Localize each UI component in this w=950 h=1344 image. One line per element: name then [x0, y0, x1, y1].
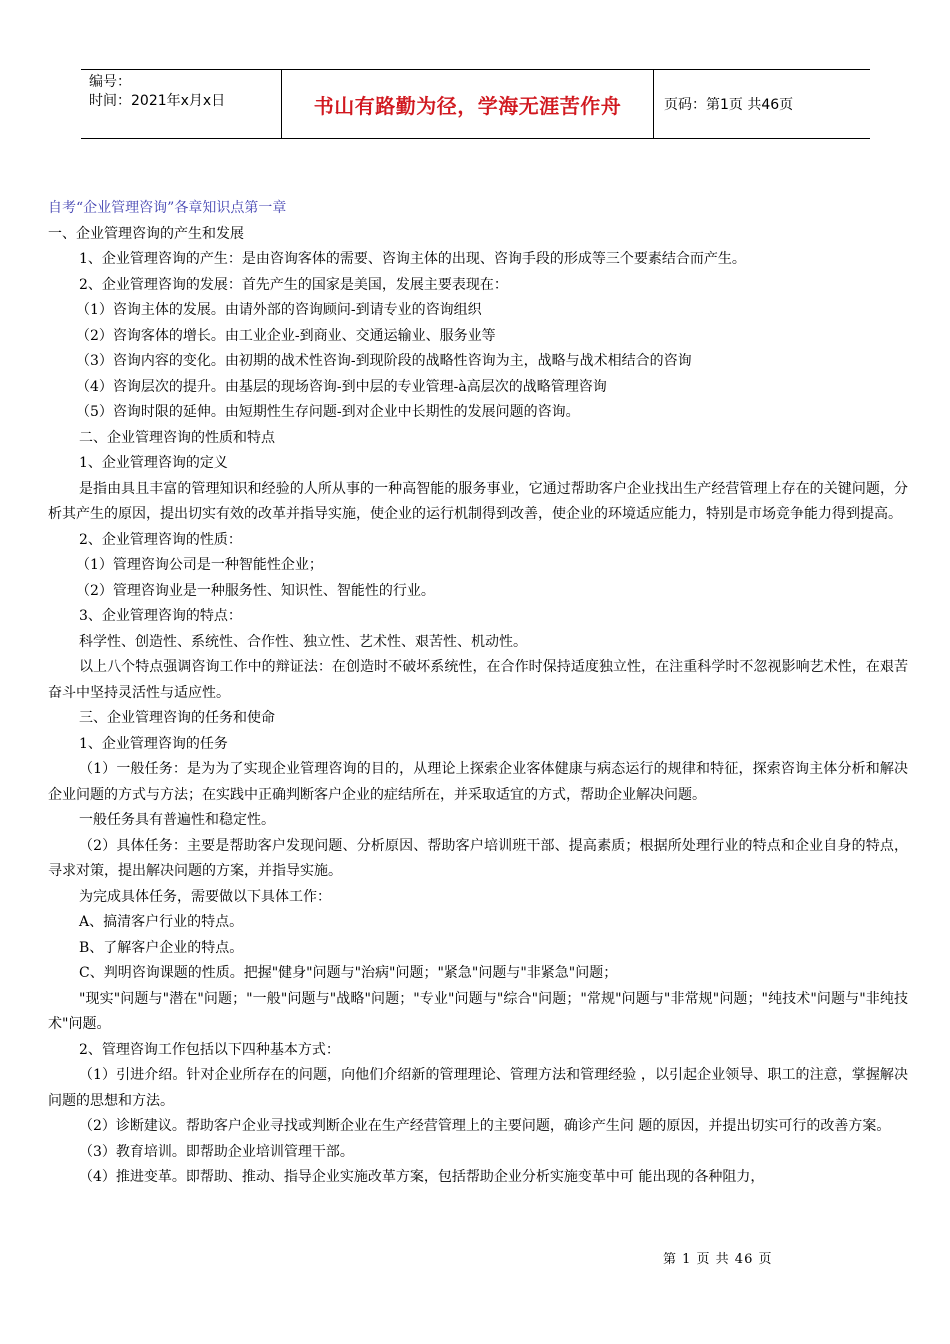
header-motto-cell [281, 70, 654, 138]
paragraph: 2、管理咨询工作包括以下四种基本方式： [79, 1041, 340, 1058]
paragraph: C、判明咨询课题的性质。把握"健身"问题与"治病"问题；"紧急"问题与"非紧急"问题； [79, 965, 618, 981]
paragraph: （1）引进介绍。针对企业所存在的问题，向他们介绍新的管理理论、管理方法和管理经验 ，以引起企业领导、职工的注意，掌握解决问题的思想和方法。 [48, 1067, 908, 1109]
paragraph: 是指由具且丰富的管理知识和经验的人所从事的一种高智能的服务事业，它通过帮助客户企业找出生产经营管理上存在的关键问题，分析其产生的原因，提出切实有效的改革并指导实施，使企业的运行机制得到改善，使企业的环境适应能力，特别是市场竞争能力得到提高。 [48, 480, 908, 522]
paragraph: 为完成具体任务，需要做以下具体工作： [79, 888, 331, 905]
document-date-label: 时间：2021年x月x日 [89, 93, 226, 109]
paragraph: （2）咨询客体的增长。由工业企业-到商业、交通运输业、服务业等 [76, 327, 496, 344]
paragraph: （2）管理咨询业是一种服务性、知识性、智能性的行业。 [76, 582, 435, 599]
paragraph: 1、企业管理咨询的定义 [79, 455, 228, 471]
paragraph: （5）咨询时限的延伸。由短期性生存问题-到对企业中长期性的发展问题的咨询。 [76, 404, 580, 420]
paragraph: （1）管理咨询公司是一种智能性企业； [76, 557, 323, 573]
paragraph: （2）具体任务：主要是帮助客户发现问题、分析原因、帮助客户培训班干部、提高素质；根据所处理行业的特点和企业自身的特点，寻求对策，提出解决问题的方案，并指导实施。 [48, 837, 908, 879]
document-body [48, 196, 908, 1191]
paragraph: 1、企业管理咨询的产生：是由咨询客体的需要、咨询主体的出现、咨询手段的形成等三个要素结合而产生。 [79, 251, 746, 267]
header-page-cell [654, 70, 870, 138]
section-heading: 二、企业管理咨询的性质和特点 [79, 429, 275, 446]
header-table [81, 69, 870, 139]
paragraph: （1）一般任务：是为为了实现企业管理咨询的目的，从理论上探索企业客体健康与病态运行的规律和特征，探索咨询主体分析和解决企业问题的方式与方法；在实践中正确判断客户企业的症结所在，并采取适宜的方式，帮助企业解决问题。 [48, 761, 908, 803]
paragraph: "现实"问题与"潜在"问题；"一般"问题与"战略"问题；"专业"问题与"综合"问题；"常规"问题与"非常规"问题；"纯技术"问题与"非纯技术"问题。 [48, 990, 908, 1032]
paragraph: 科学性、创造性、系统性、合作性、独立性、艺术性、艰苦性、机动性。 [79, 633, 527, 650]
paragraph: 3、企业管理咨询的特点： [79, 608, 242, 624]
paragraph: （3）咨询内容的变化。由初期的战术性咨询-到现阶段的战略性咨询为主，战略与战术相结合的咨询 [76, 353, 692, 369]
paragraph: 一般任务具有普遍性和稳定性。 [79, 812, 275, 828]
header-meta-cell [81, 70, 281, 138]
paragraph: A、搞清客户行业的特点。 [79, 914, 244, 930]
paragraph: （2）诊断建议。帮助客户企业寻找或判断企业在生产经营管理上的主要问题，确诊产生问 题的原因，并提出切实可行的改善方案。 [79, 1118, 891, 1134]
section-heading: 三、企业管理咨询的任务和使命 [79, 710, 275, 726]
paragraph: （1）咨询主体的发展。由请外部的咨询顾问-到请专业的咨询组织 [76, 302, 482, 318]
page-footer: 第 1 页 共 46 页 [663, 1252, 773, 1267]
paragraph: 1、企业管理咨询的任务 [79, 735, 228, 752]
paragraph: （3）教育培训。即帮助企业培训管理干部。 [79, 1143, 354, 1160]
paragraph: 2、企业管理咨询的发展：首先产生的国家是美国，发展主要表现在： [79, 276, 508, 293]
motto-text: 书山有路勤为径，学海无涯苦作舟 [313, 93, 622, 118]
page-info: 页码：第1页 共46页 [664, 97, 794, 113]
section-heading: 一、企业管理咨询的产生和发展 [48, 225, 244, 242]
paragraph: （4）推进变革。即帮助、推动、指导企业实施改革方案，包括帮助企业分析实施变革中可 能出现的各种阻力， [79, 1169, 765, 1185]
paragraph: B、了解客户企业的特点。 [79, 939, 244, 956]
paragraph: 以上八个特点强调咨询工作中的辩证法：在创造时不破坏系统性，在合作时保持适度独立性，在注重科学时不忽视影响艺术性，在艰苦奋斗中坚持灵活性与适应性。 [48, 659, 908, 701]
paragraph: 2、企业管理咨询的性质： [79, 531, 242, 548]
paragraph: （4）咨询层次的提升。由基层的现场咨询-到中层的专业管理-à高层次的战略管理咨询 [76, 378, 607, 395]
document-title: 自考“企业管理咨询”各章知识点第一章 [48, 200, 287, 216]
document-number-label: 编号： [89, 74, 131, 90]
